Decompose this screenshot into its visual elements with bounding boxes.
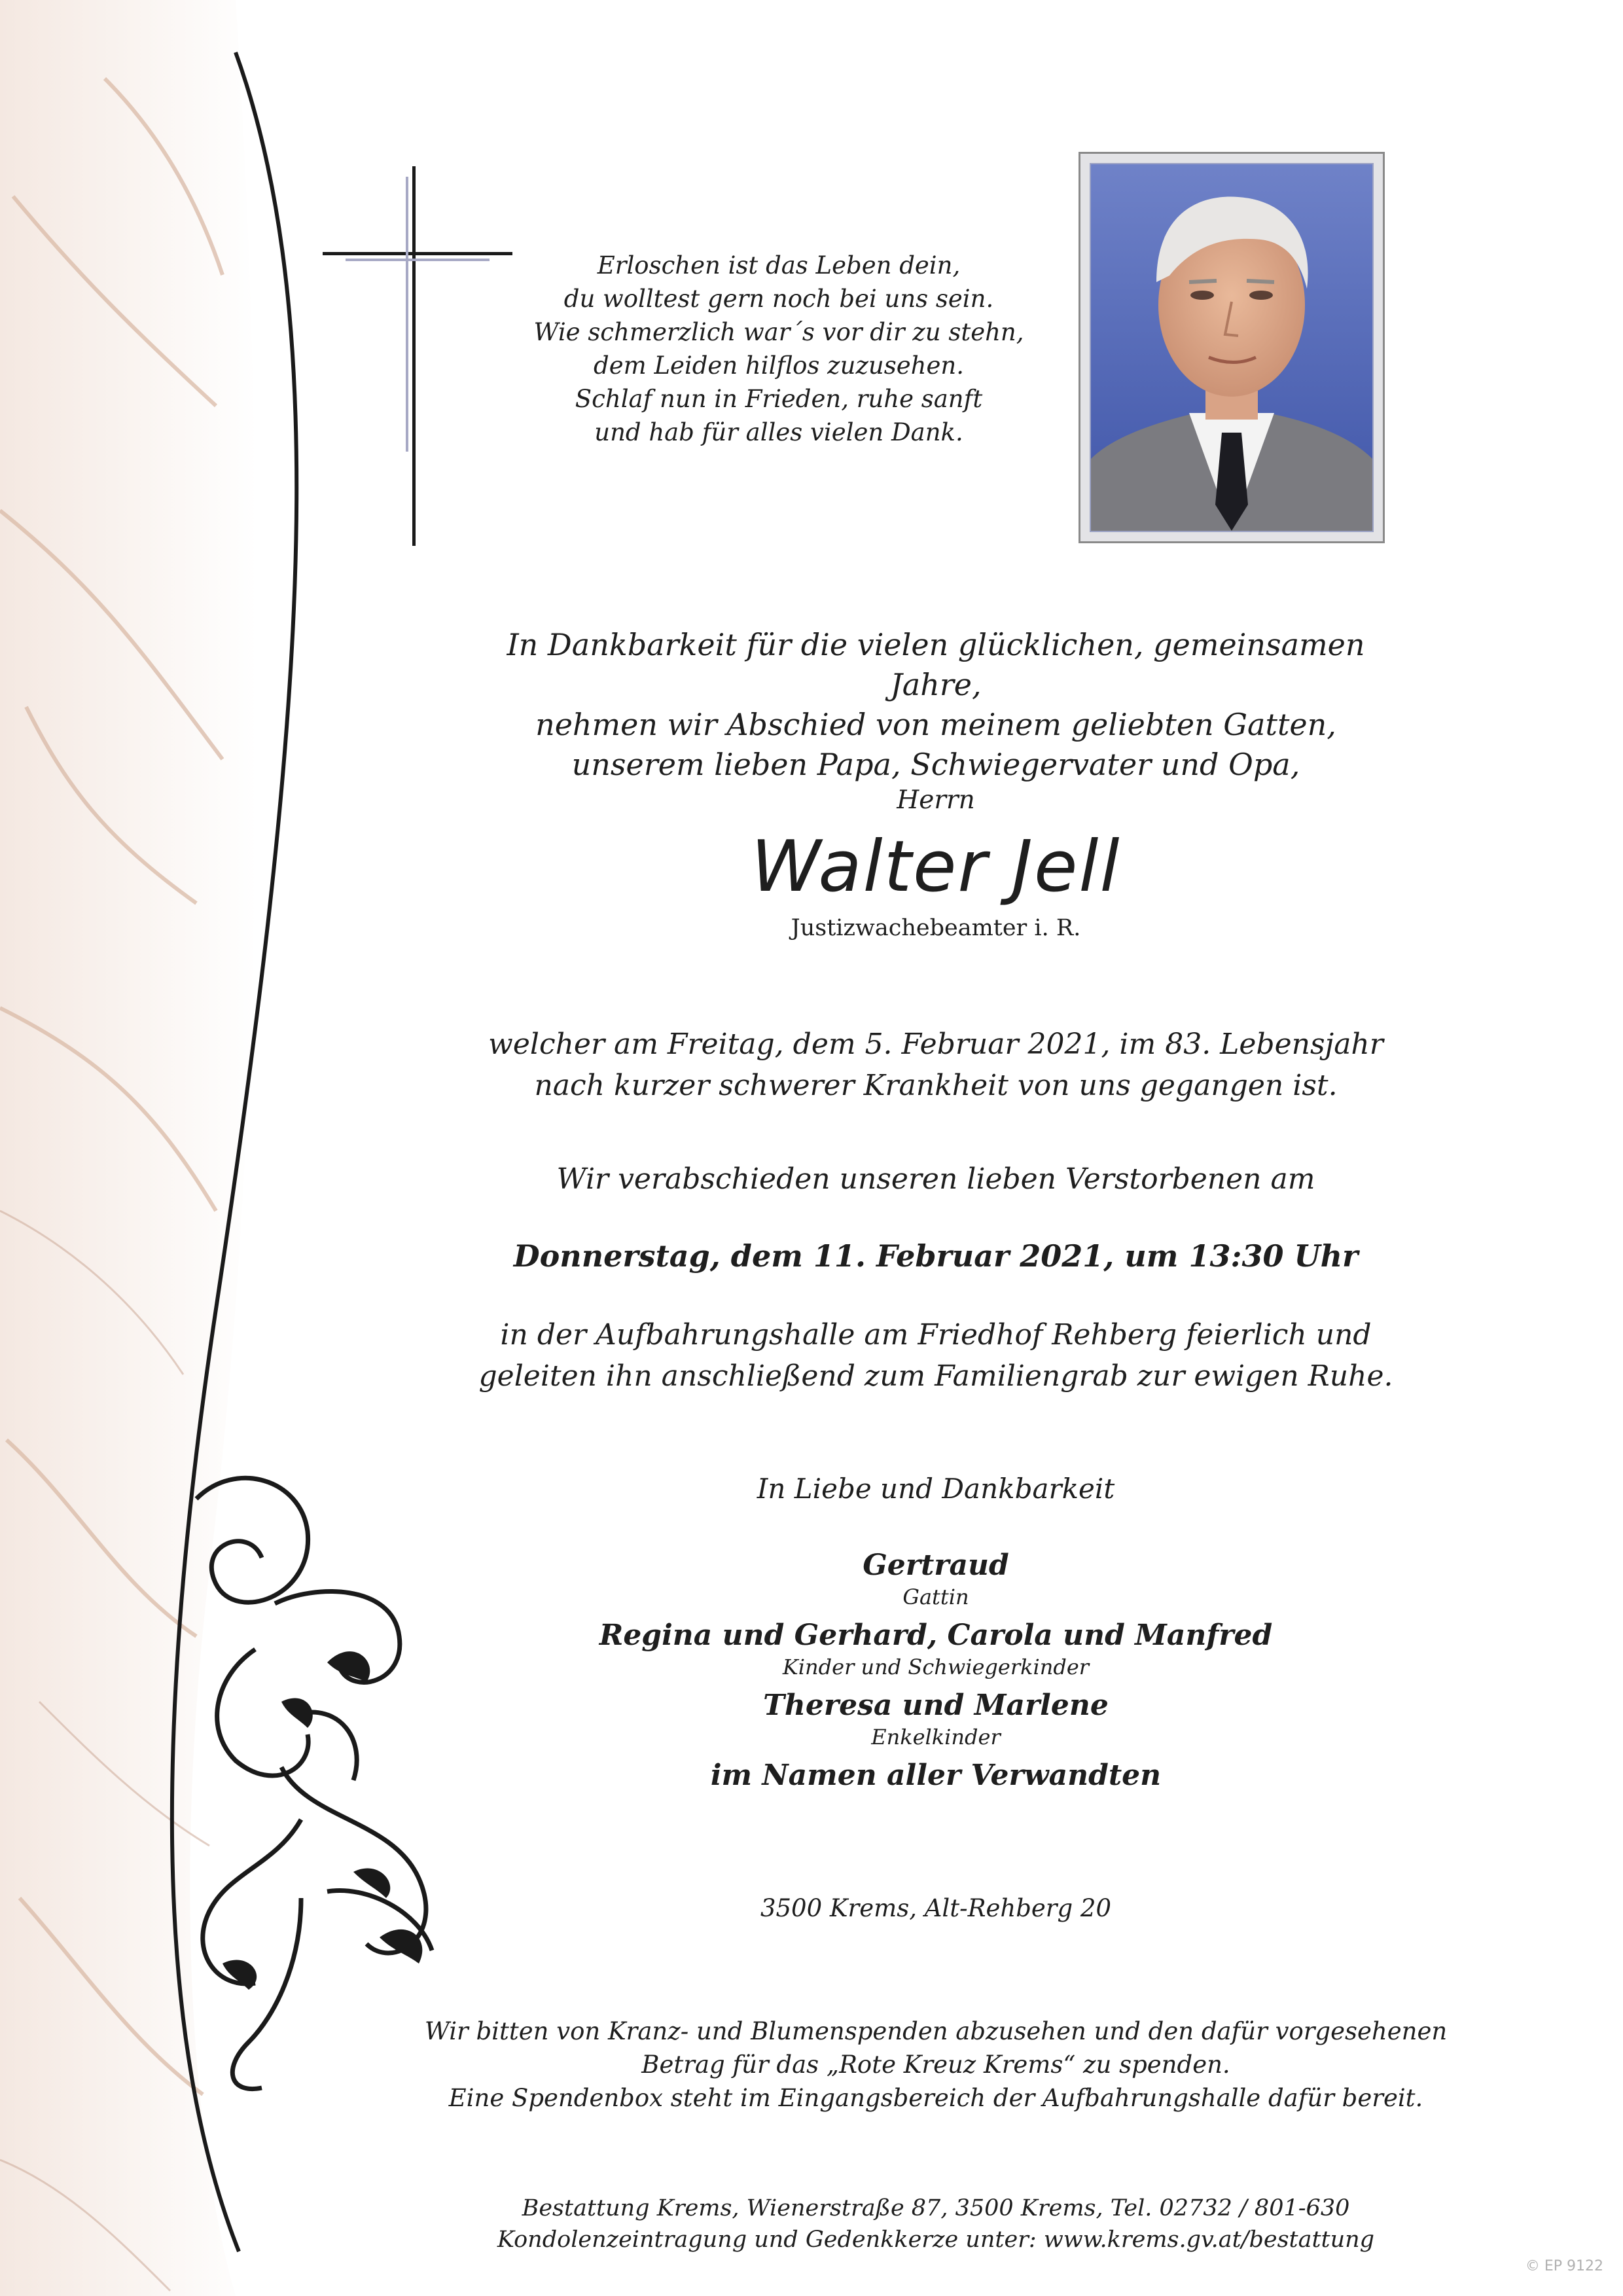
address: 3500 Krems, Alt-Rehberg 20 <box>760 1894 1112 1922</box>
mourners-list <box>458 1549 1414 1792</box>
funeral-date: Donnerstag, dem 11. Februar 2021, um 13:30 Uhr <box>513 1238 1359 1274</box>
intro-line: In Dankbarkeit für die vielen glücklichen, gemeinsamen Jahre, <box>507 627 1365 702</box>
donation-note <box>419 2015 1453 2115</box>
footer-line: Kondolenzeintragung und Gedenkkerze unter: www.krems.gv.at/bestattung <box>497 2227 1375 2253</box>
funeral-place-line: geleiten ihn anschließend zum Familiengrab zur ewigen Ruhe. <box>478 1359 1393 1393</box>
donation-line: Eine Spendenbox steht im Eingangsbereich der Aufbahrungshalle dafür bereit. <box>448 2084 1423 2112</box>
mourner-name: im Namen aller Verwandten <box>710 1759 1162 1792</box>
death-notice <box>458 1024 1414 1106</box>
funeral-place <box>458 1314 1414 1397</box>
deceased-name: Walter Jell <box>751 826 1121 908</box>
template-code: © EP 9122 <box>1525 2258 1603 2274</box>
mourner-relation: Enkelkinder <box>871 1725 1001 1749</box>
poem-line: du wolltest gern noch bei uns sein. <box>563 285 994 313</box>
mourner-name: Theresa und Marlene <box>763 1689 1109 1722</box>
poem-line: und hab für alles vielen Dank. <box>594 418 963 446</box>
mourner-relation: Kinder und Schwiegerkinder <box>782 1655 1090 1679</box>
intro-line: nehmen wir Abschied von meinem geliebten Gatten, <box>535 707 1336 742</box>
deceased-title: Justizwachebeamter i. R. <box>791 915 1081 941</box>
intro-line: unserem lieben Papa, Schwiegervater und Opa, <box>571 747 1300 782</box>
mourner-name: Gertraud <box>863 1549 1009 1582</box>
death-notice-line: welcher am Freitag, dem 5. Februar 2021, im 83. Lebensjahr <box>488 1028 1383 1061</box>
death-notice-line: nach kurzer schwerer Krankheit von uns gegangen ist. <box>534 1069 1338 1102</box>
donation-line: Betrag für das „Rote Kreuz Krems“ zu spenden. <box>641 2051 1230 2079</box>
farewell-text: Wir verabschieden unseren lieben Verstorbenen am <box>556 1162 1315 1196</box>
poem-line: Erloschen ist das Leben dein, <box>597 251 961 279</box>
portrait-frame <box>1079 152 1385 543</box>
funeral-place-line: in der Aufbahrungshalle am Friedhof Rehberg feierlich und <box>500 1318 1372 1352</box>
cross-icon <box>321 164 517 550</box>
undertaker-footer <box>419 2193 1453 2255</box>
intro-text <box>458 625 1414 785</box>
closing-text: In Liebe und Dankbarkeit <box>757 1473 1115 1505</box>
footer-line: Bestattung Krems, Wienerstraße 87, 3500 Krems, Tel. 02732 / 801-630 <box>522 2195 1350 2221</box>
flourish-ornament <box>196 1478 432 2089</box>
poem <box>497 249 1060 449</box>
poem-line: Wie schmerzlich war´s vor dir zu stehn, <box>533 318 1024 346</box>
mourner-relation: Gattin <box>902 1585 969 1609</box>
salutation: Herrn <box>897 785 975 815</box>
mourner-name: Regina und Gerhard, Carola und Manfred <box>599 1619 1273 1652</box>
poem-line: dem Leiden hilflos zuzusehen. <box>594 351 964 380</box>
portrait-photo <box>1090 163 1374 532</box>
donation-line: Wir bitten von Kranz- und Blumenspenden abzusehen und den dafür vorgesehenen <box>424 2017 1448 2045</box>
poem-line: Schlaf nun in Frieden, ruhe sanft <box>575 385 983 413</box>
